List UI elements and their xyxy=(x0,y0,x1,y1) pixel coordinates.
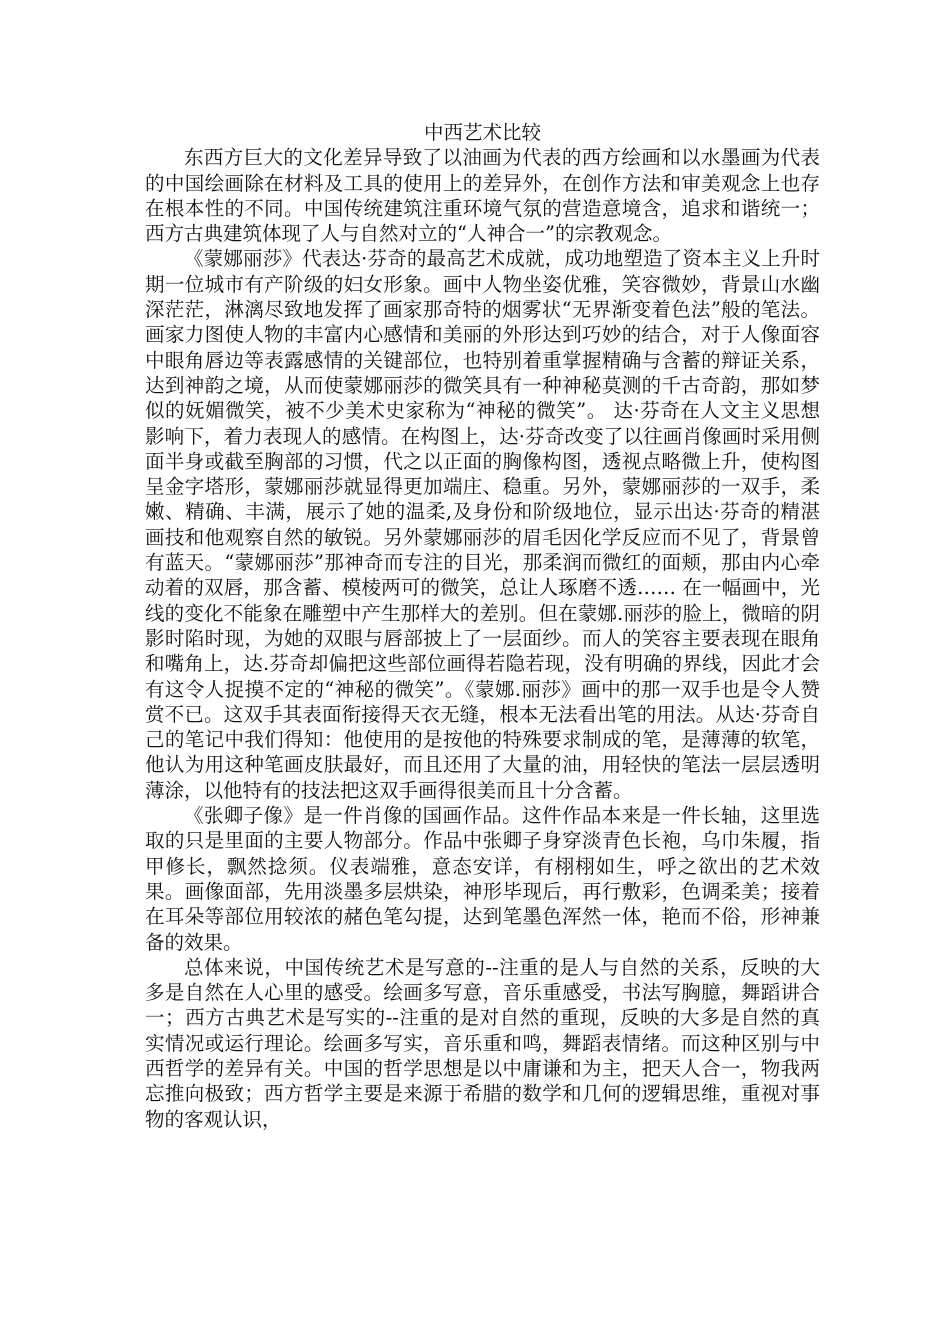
paragraph-summary: 总体来说，中国传统艺术是写意的--注重的是人与自然的关系，反映的大多是自然在人心里的感受。绘画多写意，音乐重感受，书法写胸臆，舞蹈讲合一；西方古典艺术是写实的--注重的是对自然的重现，反映的大多是自然的真实情况或运行理论。绘画多写实，音乐重和鸣，舞蹈表情绪。而这种区别与中西哲学的差异有关。中国的哲学思想是以中庸谦和为主，把天人合一，物我两忘推向极致；西方哲学主要是来源于希腊的数学和几何的逻辑思维，重视对事物的客观认识， xyxy=(145,955,820,1131)
document-page xyxy=(145,120,820,1132)
document-title: 中西艺术比较 xyxy=(423,121,541,144)
paragraph-mona-lisa: 《蒙娜丽莎》代表达·芬奇的最高艺术成就，成功地塑造了资本主义上升时期一位城市有产阶级的妇女形象。画中人物坐姿优雅，笑容微妙，背景山水幽深茫茫，淋漓尽致地发挥了画家那奇特的烟雾状“无界渐变着色法”般的笔法。画家力图使人物的丰富内心感情和美丽的外形达到巧妙的结合，对于人像面容中眼角唇边等表露感情的关键部位，也特别着重掌握精确与含蓄的辩证关系，达到神韵之境，从而使蒙娜丽莎的微笑具有一种神秘莫测的千古奇韵，那如梦似的妩媚微笑，被不少美术史家称为“神秘的微笑”。 达·芬奇在人文主义思想影响下，着力表现人的感情。在构图上，达·芬奇改变了以往画肖像画时采用侧面半身或截至胸部的习惯，代之以正面的胸像构图，透视点略微上升，使构图呈金字塔形，蒙娜丽莎就显得更加端庄、稳重。另外，蒙娜丽莎的一双手，柔嫩、精确、丰满，展示了她的温柔,及身份和阶级地位，显示出达·芬奇的精湛画技和他观察自然的敏锐。另外蒙娜丽莎的眉毛因化学反应而不见了，背景曾有蓝天。“蒙娜丽莎”那神奇而专注的目光，那柔润而微红的面颊，那由内心牵动着的双唇，那含蓄、模棱两可的微笑，总让人琢磨不透…… 在一幅画中，光线的变化不能象在雕塑中产生那样大的差别。但在蒙娜.丽莎的脸上，微暗的阴影时陷时现，为她的双眼与唇部披上了一层面纱。而人的笑容主要表现在眼角和嘴角上，达.芬奇却偏把这些部位画得若隐若现，没有明确的界线，因此才会有这令人捉摸不定的“神秘的微笑”。《蒙娜.丽莎》画中的那一双手也是令人赞赏不已。这双手其表面衔接得天衣无缝，根本无法看出笔的用法。从达·芬奇自己的笔记中我们得知：他使用的是按他的特殊要求制成的笔，是薄薄的软笔，他认为用这种笔画皮肤最好，而且还用了大量的油，用轻快的笔法一层层透明薄涂，以他特有的技法把这双手画得很美而且十分含蓄。 xyxy=(145,247,820,802)
paragraph-zhang-qingzi: 《张卿子像》是一件肖像的国画作品。这件作品本来是一件长轴，这里选取的只是里面的主要人物部分。作品中张卿子身穿淡青色长袍，乌巾朱履，指甲修长，飘然捻须。仪表端雅，意态安详，有栩栩如生，呼之欲出的艺术效果。画像面部，先用淡墨多层烘染，神形毕现后，再行敷彩，色调柔美；接着在耳朵等部位用较浓的赭色笔勾提，达到笔墨色浑然一体，艳而不俗，形神兼备的效果。 xyxy=(145,804,820,954)
paragraph-intro: 东西方巨大的文化差异导致了以油画为代表的西方绘画和以水墨画为代表的中国绘画除在材料及工具的使用上的差异外，在创作方法和审美观念上也存在根本性的不同。中国传统建筑注重环境气氛的营造意境含，追求和谐统一；西方古典建筑体现了人与自然对立的“人神合一”的宗教观念。 xyxy=(145,146,820,246)
